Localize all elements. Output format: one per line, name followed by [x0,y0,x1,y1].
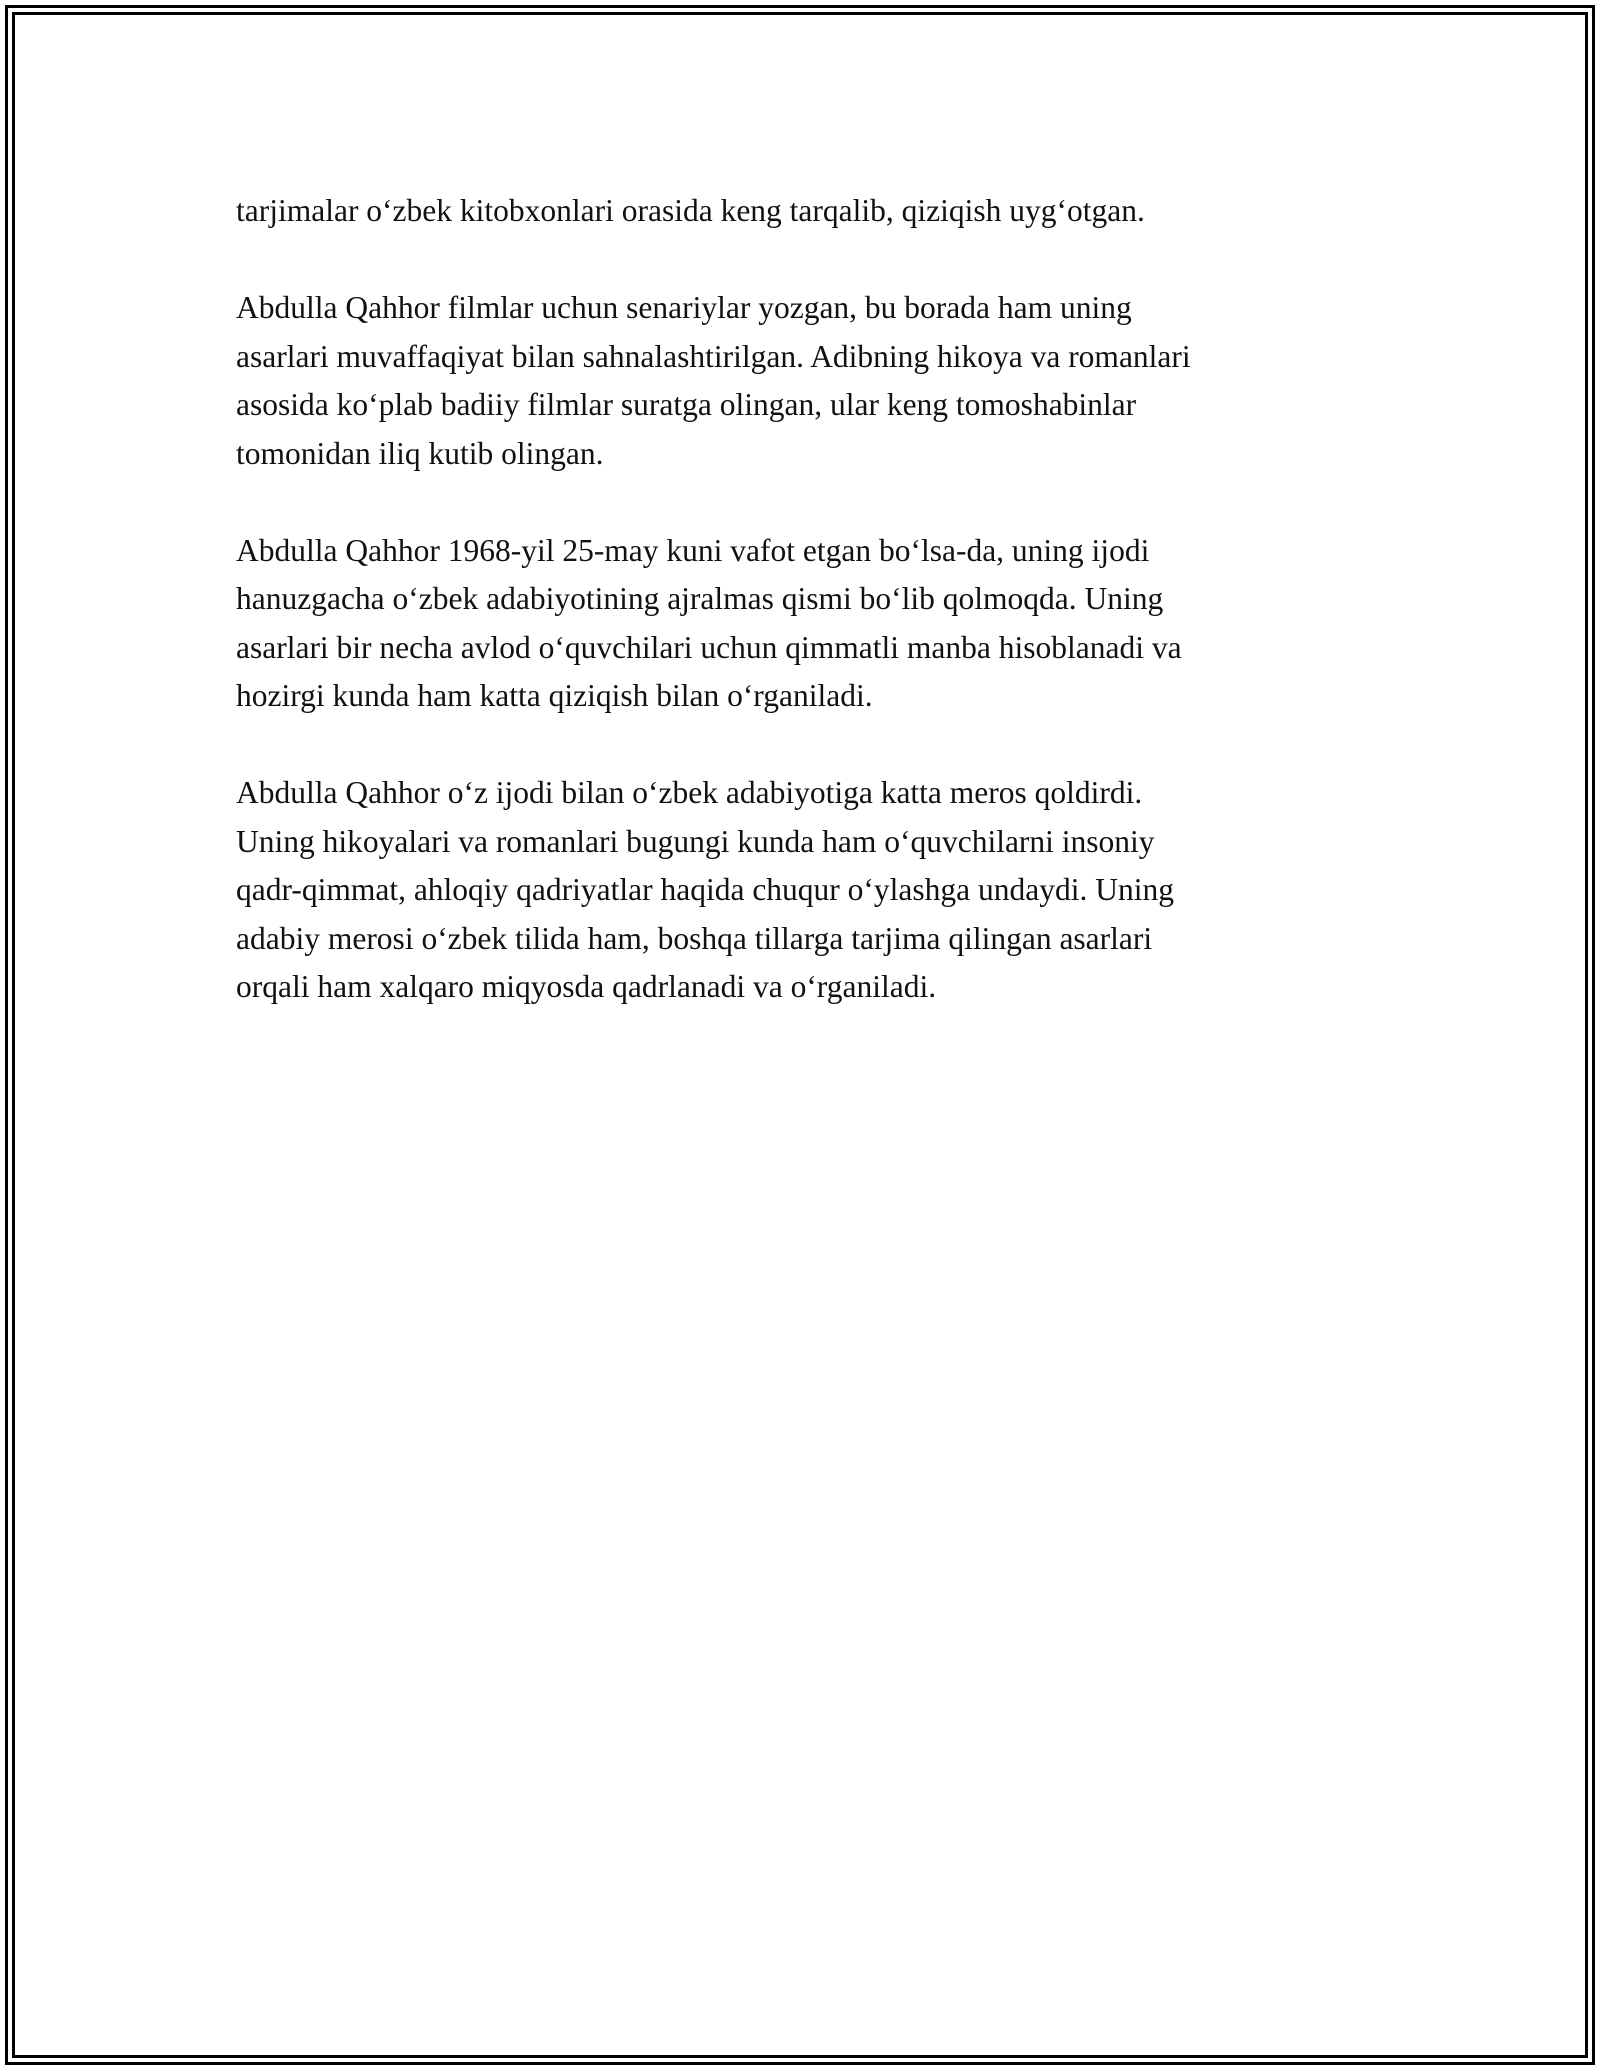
text-line: asarlari muvaffaqiyat bilan sahnalashtirilgan. Adibning hikoya va romanlari [236,338,1191,374]
text-line: hozirgi kunda ham katta qiziqish bilan o‘rganiladi. [236,678,873,713]
text-line: qadr-qimmat, ahloqiy qadriyatlar haqida chuqur o‘ylashga undaydi. Uning [236,872,1174,907]
text-line: Abdulla Qahhor filmlar uchun senariylar yozgan, bu borada ham uning [236,290,1132,325]
text-line: Abdulla Qahhor o‘z ijodi bilan o‘zbek adabiyotiga katta meros qoldirdi. [236,775,1143,810]
paragraph-1 [236,187,1366,236]
text-line: orqali ham xalqaro miqyosda qadrlanadi va o‘rganiladi. [236,969,937,1004]
text-line: tarjimalar o‘zbek kitobxonlari orasida keng tarqalib, qiziqish uyg‘otgan. [236,193,1145,228]
text-line: Uning hikoyalari va romanlari bugungi kunda ham o‘quvchilarni insoniy [236,823,1155,859]
text-line: hanuzgacha o‘zbek adabiyotining ajralmas qismi bo‘lib qolmoqda. Uning [236,581,1164,616]
document-body [236,187,1366,1060]
paragraph-3 [236,527,1366,721]
text-line: asosida ko‘plab badiiy filmlar suratga olingan, ular keng tomoshabinlar [236,387,1137,422]
paragraph-4 [236,769,1366,1012]
text-line: tomonidan iliq kutib olingan. [236,435,604,471]
text-line: asarlari bir necha avlod o‘quvchilari uchun qimmatli manba hisoblanadi va [236,629,1182,665]
text-line: adabiy merosi o‘zbek tilida ham, boshqa tillarga tarjima qilingan asarlari [236,920,1153,956]
text-line: Abdulla Qahhor 1968-yil 25-may kuni vafot etgan bo‘lsa-da, uning ijodi [236,532,1150,568]
paragraph-2 [236,284,1366,478]
